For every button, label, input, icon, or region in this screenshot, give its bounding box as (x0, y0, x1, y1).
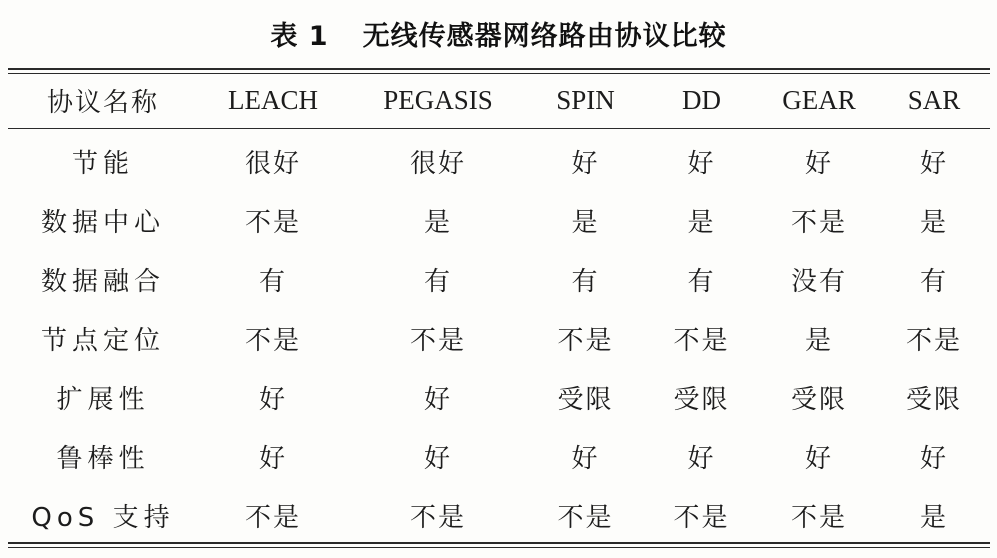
table-cell: 有 (423, 267, 452, 297)
table-cell: 不是 (673, 503, 730, 533)
protocol-comparison-table (8, 72, 990, 545)
table-cell: 不是 (244, 503, 301, 533)
table-cell: 不是 (673, 326, 730, 356)
table-row (8, 250, 990, 309)
table-cell: 有 (571, 267, 600, 297)
table-cell: 是 (919, 208, 948, 238)
table-cell: 好 (919, 444, 948, 474)
table-cell: 很好 (409, 149, 466, 179)
table-row (8, 191, 990, 250)
table-cell: 受限 (673, 385, 730, 415)
table-cell: 好 (804, 149, 833, 179)
table-cell: 好 (423, 385, 452, 415)
row-header-label: 协议名称 (46, 87, 159, 118)
table-cell: 是 (571, 208, 600, 238)
table-cell: 没有 (790, 267, 847, 297)
table-cell: 好 (423, 444, 452, 474)
table-cell: 有 (687, 267, 716, 297)
table-cell: 好 (687, 444, 716, 474)
table-cell: 不是 (790, 208, 847, 238)
table-cell: 不是 (557, 326, 614, 356)
table-cell: 受限 (557, 385, 614, 415)
table-cell: 不是 (409, 326, 466, 356)
feature-name: 数据融合 (40, 267, 165, 297)
table-cell: 不是 (557, 503, 614, 533)
column-header-sar: SAR (907, 84, 961, 115)
table-cell: 受限 (790, 385, 847, 415)
table-row (8, 128, 990, 191)
table-cell: 受限 (905, 385, 962, 415)
table-cell: 好 (571, 149, 600, 179)
table-cell: 好 (258, 444, 287, 474)
table-number: 表 1 (270, 21, 329, 52)
table-cell: 是 (919, 503, 948, 533)
table-cell: 好 (919, 149, 948, 179)
table-cell: 好 (687, 149, 716, 179)
column-header-gear: GEAR (782, 84, 856, 115)
table-cell: 有 (258, 267, 287, 297)
feature-name: QoS 支持 (31, 503, 175, 533)
column-header-spin: SPIN (556, 84, 615, 115)
table-row (8, 309, 990, 368)
feature-name: 节能 (71, 149, 134, 179)
feature-name: 扩展性 (56, 385, 150, 415)
feature-name: 数据中心 (40, 208, 165, 238)
column-header-leach: LEACH (228, 84, 318, 115)
column-header-pegasis: PEGASIS (383, 84, 493, 115)
table-cell: 是 (687, 208, 716, 238)
column-header-dd: DD (682, 84, 721, 115)
table-cell: 是 (423, 208, 452, 238)
table-cell: 不是 (244, 326, 301, 356)
feature-name: 节点定位 (40, 326, 165, 356)
table-caption (0, 14, 997, 53)
top-rule (8, 68, 990, 70)
table-row (8, 368, 990, 427)
table-cell: 不是 (905, 326, 962, 356)
table-cell: 好 (571, 444, 600, 474)
feature-name: 鲁棒性 (56, 444, 150, 474)
table-cell: 好 (804, 444, 833, 474)
table-row (8, 486, 990, 545)
table-cell: 不是 (790, 503, 847, 533)
table-cell: 好 (258, 385, 287, 415)
table-title: 无线传感器网络路由协议比较 (362, 21, 727, 52)
table-cell: 不是 (409, 503, 466, 533)
header-row (8, 72, 990, 128)
table-cell: 很好 (244, 149, 301, 179)
table-cell: 不是 (244, 208, 301, 238)
table-cell: 是 (804, 326, 833, 356)
table-row (8, 427, 990, 486)
table-cell: 有 (919, 267, 948, 297)
bottom-rule-thin (8, 547, 990, 548)
